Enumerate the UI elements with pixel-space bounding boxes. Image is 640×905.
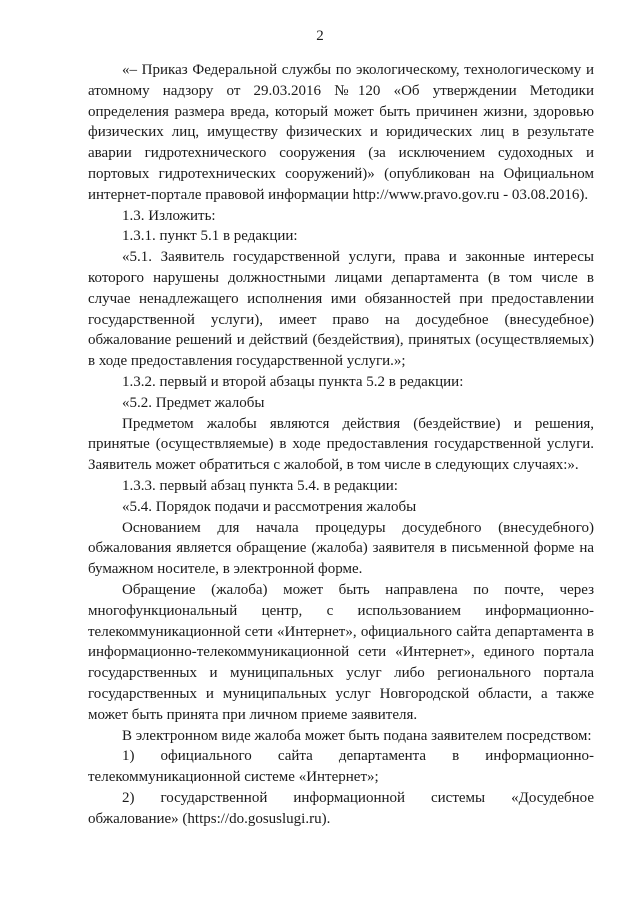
document-body xyxy=(88,60,594,829)
page-number: 2 xyxy=(316,28,324,44)
list-item-1: 1) официального сайта департамента в информационно-телекоммуникационной системе «Интернет»; xyxy=(88,748,594,786)
paragraph-1-3-2: 1.3.2. первый и второй абзацы пункта 5.2 в редакции: xyxy=(122,373,464,390)
paragraph-electronic: В электронном виде жалоба может быть подана заявителем посредством: xyxy=(122,727,592,744)
paragraph-order-reference: «– Приказ Федеральной службы по экологическому, технологическому и атомному надзору от 29.03.2016 №120 «Об утверждении Методики определения размера вреда, который может быть причинен жизни, здоровью физических лиц, имуществу физических и юридических лиц в результате аварии гидротехнического сооружения (за исключением судоходных и портовых гидротехнических сооружений)» (опубликован на Официальном интернет-портале правовой информации http://www.pravo.gov.ru - 03.08.2016). xyxy=(88,62,594,203)
paragraph-5-2-body: Предметом жалобы являются действия (бездействие) и решения, принятые (осуществляемые) в ходе предоставления государственной услуги. Заявитель может обратиться с жалобой, в том числе в следующих случаях:». xyxy=(88,415,594,474)
list-item-2: 2) государственной информационной системы «Досудебное обжалование» (https://do.gosuslugi.ru). xyxy=(88,789,594,827)
paragraph-1-3-1: 1.3.1. пункт 5.1 в редакции: xyxy=(122,228,298,245)
paragraph-5-4-submission: Обращение (жалоба) может быть направлена по почте, через многофункциональный центр, с использованием информационно-телекоммуникационной сети «Интернет», официального сайта департамента в информационно-телекоммуникационной сети «Интернет», единого портала государственных и муниципальных услуг либо регионального портала государственных и муниципальных услуг Новгородской области, а также может быть принята при личном приеме заявителя. xyxy=(88,581,594,723)
paragraph-5-2-heading: «5.2. Предмет жалобы xyxy=(122,394,265,411)
paragraph-1-3-3: 1.3.3. первый абзац пункта 5.4. в редакции: xyxy=(122,477,398,494)
paragraph-5-4-basis: Основанием для начала процедуры досудебного (внесудебного) обжалования является обращение (жалоба) заявителя в письменной форме на бумажном носителе, в электронной форме. xyxy=(88,519,594,578)
paragraph-1-3: 1.3. Изложить: xyxy=(122,207,216,224)
paragraph-5-1: «5.1. Заявитель государственной услуги, права и законные интересы которого нарушены должностными лицами департамента (в том числе в случае ненадлежащего исполнения ими обязанностей при предоставлении государственной услуги), имеет право на досудебное (внесудебное) обжалование решений и действий (бездействия), принятых (осуществляемых) в ходе предоставления государственной услуги.»; xyxy=(88,249,594,370)
paragraph-5-4-heading: «5.4. Порядок подачи и рассмотрения жалобы xyxy=(122,498,417,515)
